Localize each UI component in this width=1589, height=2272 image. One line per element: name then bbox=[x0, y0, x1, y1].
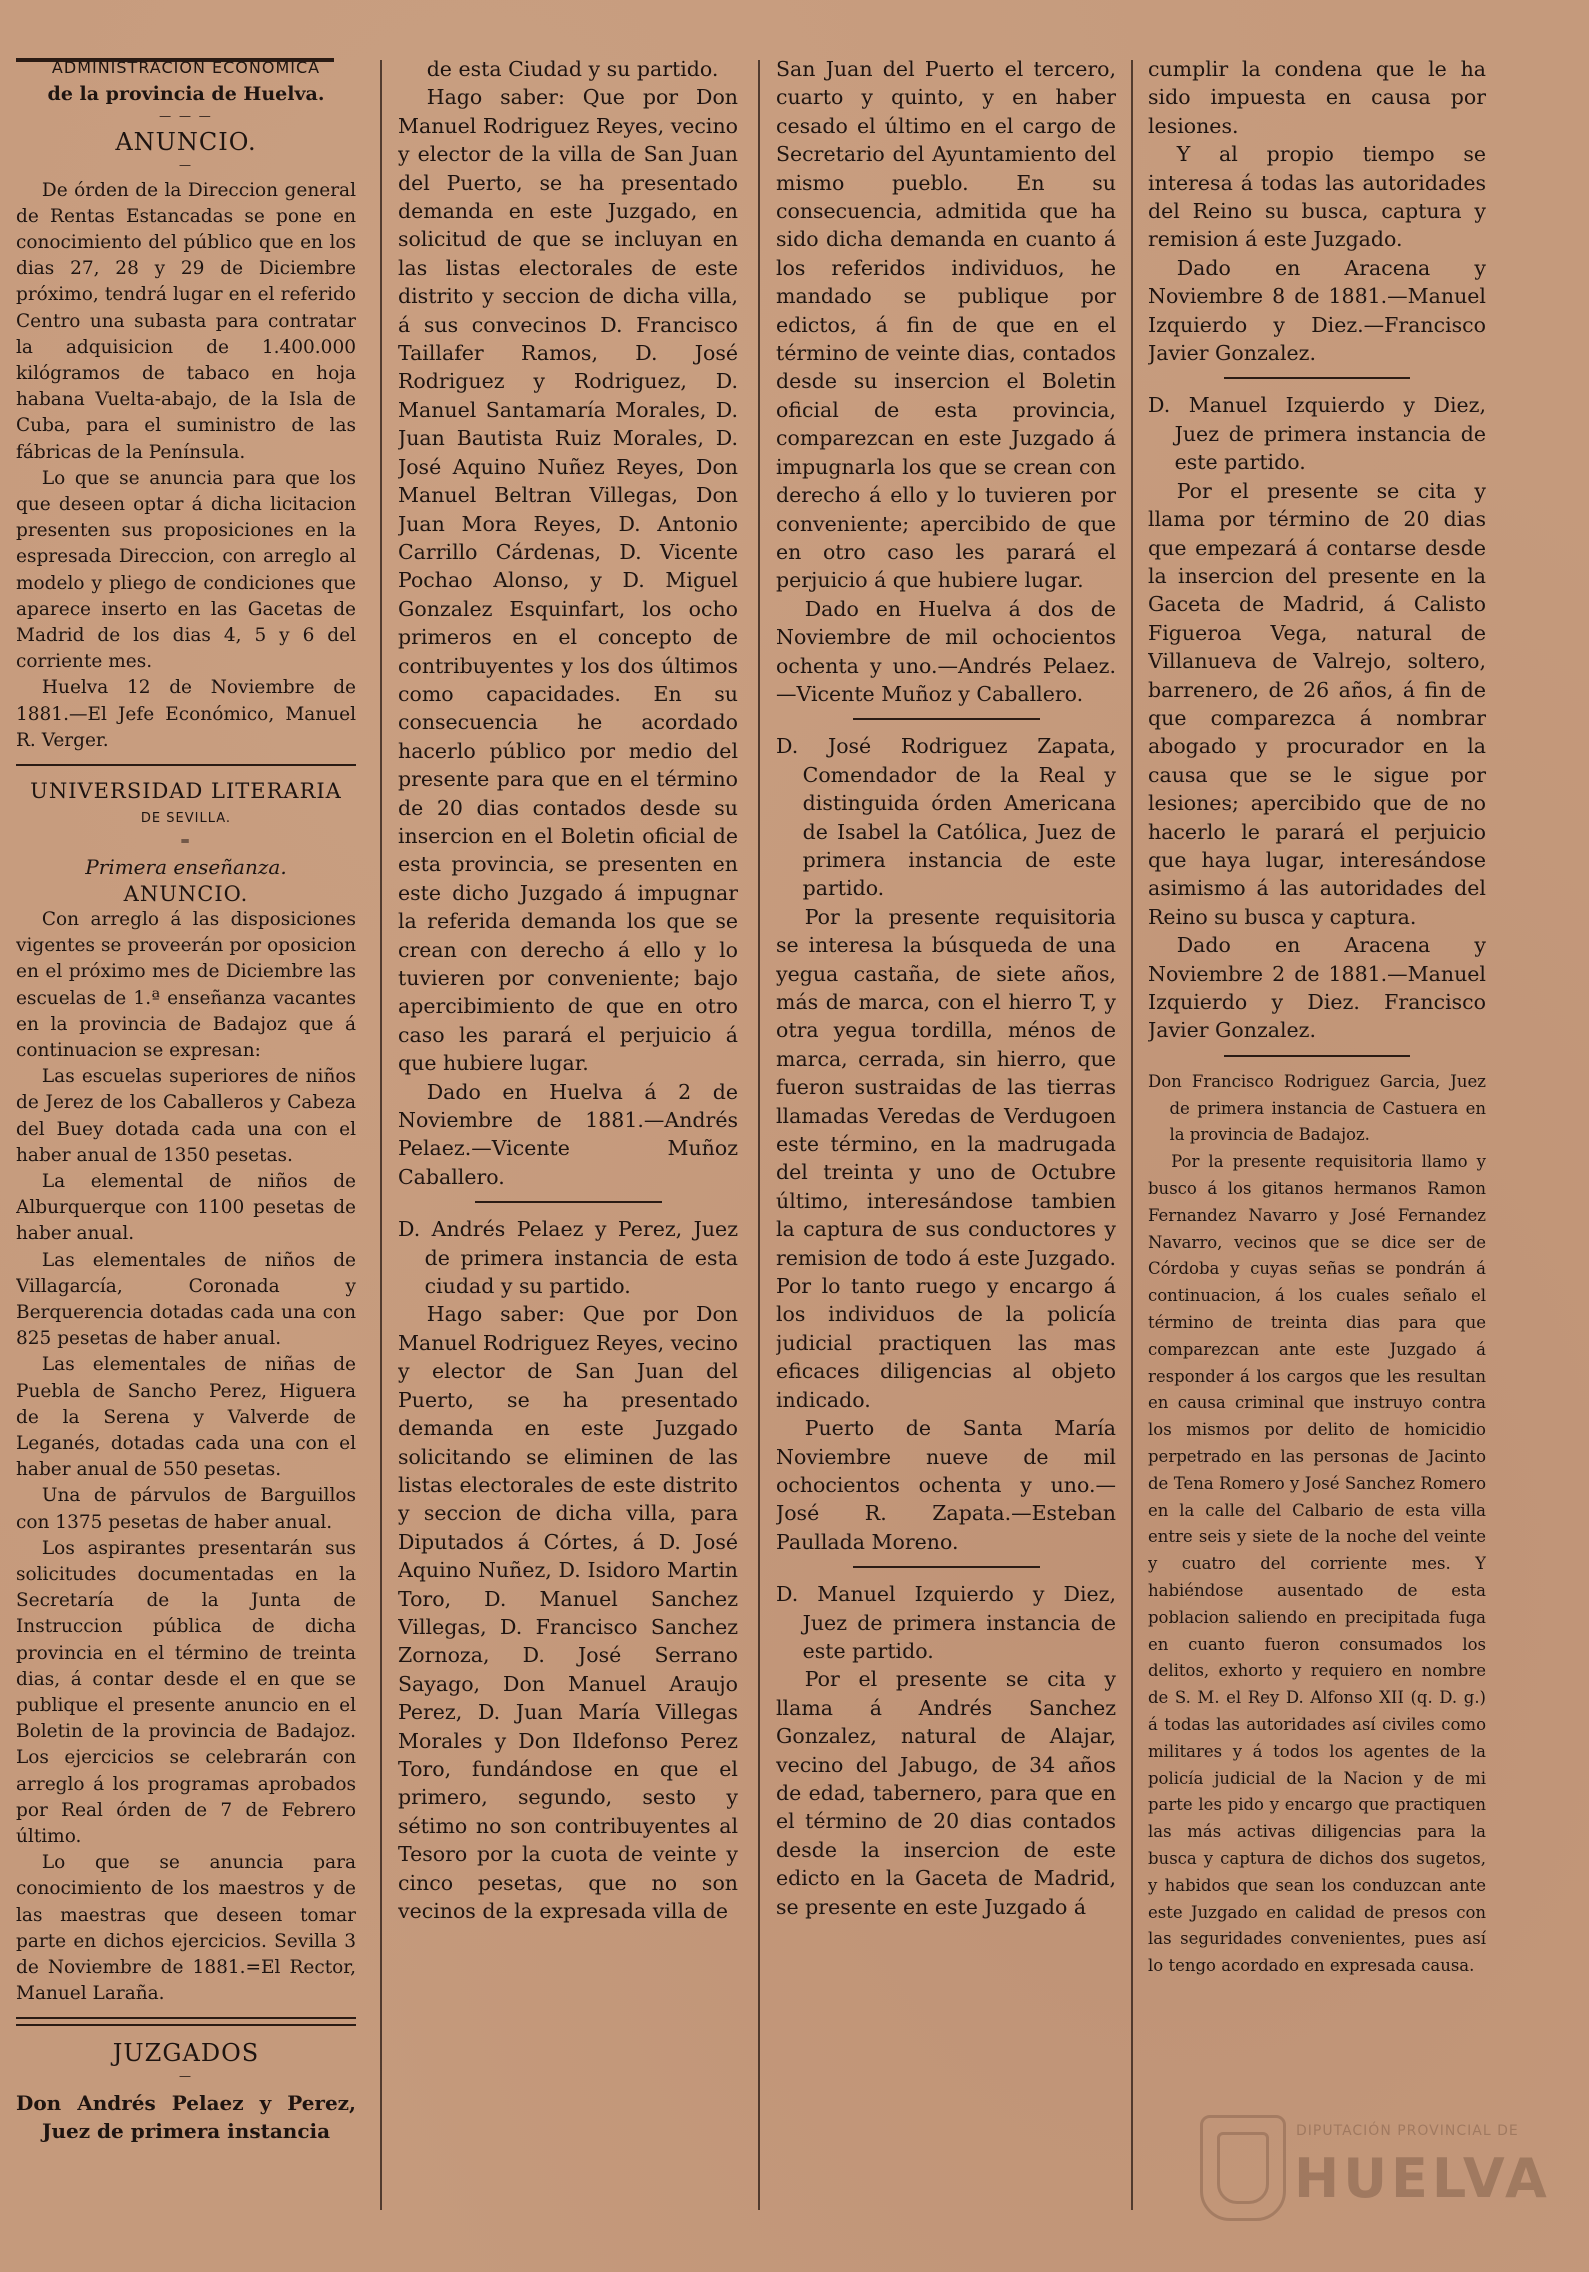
paragraph: Lo que se anuncia para conocimiento de los maestros y de las maestras que deseen tomar parte en dichos ejercicios. Sevilla 3 de Noviembre de 1881.=El Rector, Manuel Laraña. bbox=[16, 1852, 356, 2005]
section-rule bbox=[853, 718, 1040, 720]
seal-icon bbox=[1200, 2115, 1286, 2221]
column-2 bbox=[398, 55, 738, 2215]
archive-watermark bbox=[1200, 2115, 1551, 2235]
paragraph: Huelva 12 de Noviembre de 1881.—El Jefe Económico, Manuel R. Verger. bbox=[16, 677, 356, 751]
paragraph: Dado en Huelva á dos de Noviembre de mil ochocientos ochenta y uno.—Andrés Pelaez.—Vicente Muñoz y Caballero. bbox=[776, 596, 1116, 706]
column-rule-2 bbox=[758, 60, 760, 2210]
paragraph: Y al propio tiempo se interesa á todas las autoridades del Reino su busca, captura y remision á este Juzgado. bbox=[1148, 142, 1486, 252]
paragraph: Dado en Aracena y Noviembre 2 de 1881.—Manuel Izquierdo y Diez. Francisco Javier Gonzalez. bbox=[1148, 933, 1486, 1043]
paragraph: Hago saber: Que por Don Manuel Rodriguez Reyes, vecino y elector de San Juan del Puerto, se ha presentado demanda en este Juzgado solicitando se eliminen de las listas electorales de este distrito y seccion de dicha villa, para Diputados á Córtes, á D. José Aquino Nuñez, D. Isidoro Martin Toro, D. Manuel Sanchez Villegas, D. Francisco Sanchez Zornoza, D. José Serrano Sayago, Don Manuel Araujo Perez, D. Juan María Villegas Morales y Don Ildefonso Perez Toro, fundándose en que el primero, segundo, sesto y sétimo no son contribuyentes al Tesoro por la cuota de veinte y cinco pesetas, que no son vecinos de la expresada villa de bbox=[398, 1302, 738, 1923]
section-subheading: de la provincia de Huelva. bbox=[47, 83, 325, 106]
paragraph: Los aspirantes presentarán sus solicitudes documentadas en la Secretaría de la Junta de Instruccion pública de dicha provincia en el término de treinta dias, á contar desde el en que se publique el presente anuncio en el Boletin de la provincia de Badajoz. Los ejercicios se celebrarán con arreglo á los programas aprobados por Real órden de 7 de Febrero último. bbox=[16, 1537, 356, 1847]
notice-heading: Don Francisco Rodriguez Garcia, Juez de primera instancia de Castuera en la provincia de Badajoz. bbox=[1148, 1071, 1486, 1145]
section-subtitle: Primera enseñanza. bbox=[85, 855, 287, 880]
divider: ═ bbox=[181, 834, 191, 849]
divider: — — — bbox=[159, 109, 213, 124]
section-rule bbox=[16, 2017, 356, 2026]
paragraph: Por la presente requisitoria llamo y busco á los gitanos hermanos Ramon Fernandez Navarro y José Fernandez Navarro, vecinos que se dice ser de Córdoba y cuyas señas se pondrán á continuacion, á los cuales señalo el término de treinta dias para que comparezcan ante este Juzgado á responder á los cargos que les resultan en causa criminal que instruyo contra los mismos por delito de homicidio perpetrado en las personas de Jacinto de Tena Romero y José Sanchez Romero en la calle del Calbario de esta villa entre seis y siete de la noche del veinte y cuatro del corriente mes. Y habiéndose ausentado de esta poblacion saliendo en precipitada fuga en cuanto fueron consumados los delitos, exhorto y requiero en nombre de S. M. el Rey D. Alfonso XII (q. D. g.) á todas las autoridades así civiles como militares y á todos los agentes de la policía judicial de la Nacion y de mi parte les pido y encargo que practiquen las más activas diligencias para la busca y captura de dichos dos sugetos, y habidos que sean los conduzcan ante este Juzgado en calidad de presos con las seguridades convenientes, pues así lo tengo acordado en expresada causa. bbox=[1148, 1152, 1486, 1976]
paragraph: cumplir la condena que le ha sido impuesta en causa por lesiones. bbox=[1148, 57, 1486, 138]
column-4 bbox=[1148, 55, 1486, 2215]
notice-title: ANUNCIO. bbox=[123, 881, 249, 906]
watermark-line-1: DIPUTACIÓN PROVINCIAL DE bbox=[1296, 2123, 1519, 2139]
notice-heading: D. José Rodriguez Zapata, Comendador de la Real y distinguida órden Americana de Isabel la Católica, Juez de primera instancia de este partido. bbox=[776, 734, 1116, 901]
paragraph: Las escuelas superiores de niños de Jerez de los Caballeros y Cabeza del Buey dotada cada una con el haber anual de 1350 pesetas. bbox=[16, 1066, 356, 1166]
section-rule bbox=[1224, 1055, 1410, 1057]
paragraph: Las elementales de niñas de Puebla de Sancho Perez, Higuera de la Serena y Valverde de Leganés, dotadas cada una con el haber anual de 550 pesetas. bbox=[16, 1354, 356, 1481]
paragraph: Por el presente se cita y llama á Andrés Sanchez Gonzalez, natural de Alajar, vecino del Jabugo, de 34 años de edad, tabernero, para que en el término de 20 dias contados desde la insercion de este edicto en la Gaceta de Madrid, se presente en este Juzgado á bbox=[776, 1667, 1116, 1919]
paragraph: San Juan del Puerto el tercero, cuarto y quinto, y en haber cesado el último en el cargo de Secretario del Ayuntamiento del mismo pueblo. En su consecuencia, admitida que ha sido dicha demanda en cuanto á los referidos individuos, he mandado se publique por edictos, á fin de que en el término de veinte dias, contados desde su insercion el Boletin oficial de esta provincia, comparezcan en este Juzgado á impugnarla los que se crean con derecho á ello y lo tuvieren por conveniente; apercibido de que en otro caso les parará el perjuicio á que hubiere lugar. bbox=[776, 57, 1116, 593]
divider: — bbox=[179, 2068, 193, 2083]
paragraph: La elemental de niños de Alburquerque con 1100 pesetas de haber anual. bbox=[16, 1170, 356, 1245]
paragraph: Dado en Aracena y Noviembre 8 de 1881.—Manuel Izquierdo y Diez.—Francisco Javier Gonzalez. bbox=[1148, 255, 1486, 366]
watermark-line-2: HUELVA bbox=[1294, 2147, 1551, 2210]
column-3 bbox=[776, 55, 1116, 2215]
paragraph: De órden de la Direccion general de Rentas Estancadas se pone en conocimiento del público que en los dias 27, 28 y 29 de Diciembre próximo, tendrá lugar en el referido Centro una subasta para contratar la adquisicion de 1.400.000 kilógramos de tabaco en hoja habana Vuelta-abajo, de la Isla de Cuba, para el suministro de las fábricas de la Península. bbox=[16, 179, 356, 463]
notice-heading: D. Manuel Izquierdo y Diez, Juez de primera instancia de este partido. bbox=[1148, 393, 1486, 475]
paragraph: Don Andrés Pelaez y Perez, Juez de primera instancia bbox=[16, 2090, 356, 2143]
column-1 bbox=[16, 55, 356, 2215]
paragraph: Las elementales de niños de Villagarcía, Coronada y Berquerencia dotadas cada una con 825 pesetas de haber anual. bbox=[16, 1249, 356, 1350]
column-rule-3 bbox=[1131, 60, 1133, 2210]
section-rule bbox=[475, 1201, 662, 1203]
section-heading: UNIVERSIDAD LITERARIA bbox=[30, 779, 342, 804]
paragraph: Lo que se anuncia para que los que deseen optar á dicha licitacion presenten sus proposiciones en la espresada Direccion, con arreglo al modelo y pliego de condiciones que aparece inserto en las Gacetas de Madrid de los dias 4, 5 y 6 del corriente mes. bbox=[16, 467, 356, 673]
paragraph: Hago saber: Que por Don Manuel Rodriguez Reyes, vecino y elector de la villa de San Juan del Puerto, se ha presentado demanda en este Juzgado, en solicitud de que se incluyan en las listas electorales de este distrito y seccion de dicha villa, á sus convecinos D. Francisco Taillafer Ramos, D. José Rodriguez y Rodriguez, D. Manuel Santamaría Morales, D. Juan Bautista Ruiz Morales, D. José Aquino Nuñez Reyes, Don Manuel Beltran Villegas, Don Juan Mora Reyes, D. Antonio Carrillo Cárdenas, D. Vicente Pochao Alonso, y D. Miguel Gonzalez Esquinfart, los ocho primeros en el concepto de contribuyentes y los dos últimos como capacidades. En su consecuencia he acordado hacerlo público por medio del presente para que en el término de 20 dias contados desde su insercion en el Boletin oficial de esta provincia, se presenten en este dicho Juzgado á impugnar la referida demanda los que se crean con derecho á ello y lo tuvieren por conveniente; bajo apercibimiento de que en otro caso les parará el perjuicio á que hubiere lugar. bbox=[398, 85, 738, 1076]
section-rule bbox=[853, 1566, 1040, 1568]
paragraph: Por el presente se cita y llama por término de 20 dias que empezará á contarse desde la insercion del presente en la Gaceta de Madrid, á Calisto Figueroa Vega, natural de Villanueva de Valrejo, soltero, barrenero, de 26 años, á fin de que comparezca á nombrar abogado y procurador en la causa que se le sigue por lesiones; apercibido que de no hacerlo le parará el perjuicio que haya lugar, interesándose asimismo á las autoridades del Reino su busca y captura. bbox=[1148, 478, 1486, 929]
divider: — bbox=[179, 157, 193, 172]
notice-title: ANUNCIO. bbox=[115, 128, 257, 157]
section-heading: ADMINISTRACION ECONOMICA bbox=[51, 58, 321, 77]
paragraph: Con arreglo á las disposiciones vigentes se proveerán por oposicion en el próximo mes de Diciembre las escuelas de 1.ª enseñanza vacantes en la provincia de Badajoz que á continuacion se expresan: bbox=[16, 908, 356, 1061]
paragraph: Puerto de Santa María Noviembre nueve de mil ochocientos ochenta y uno.—José R. Zapata.—Esteban Paullada Moreno. bbox=[776, 1416, 1116, 1554]
paragraph: de esta Ciudad y su partido. bbox=[426, 57, 719, 81]
paragraph: Una de párvulos de Barguillos con 1375 pesetas de haber anual. bbox=[16, 1485, 356, 1533]
column-rule-1 bbox=[380, 60, 382, 2210]
paragraph: Dado en Huelva á 2 de Noviembre de 1881.—Andrés Pelaez.—Vicente Muñoz Caballero. bbox=[398, 1079, 738, 1189]
notice-heading: D. Andrés Pelaez y Perez, Juez de primera instancia de esta ciudad y su partido. bbox=[398, 1217, 738, 1299]
section-rule bbox=[16, 764, 356, 766]
paragraph: Por la presente requisitoria se interesa la búsqueda de una yegua castaña, de siete años, más de marca, con el hierro T, y otra yegua tordilla, ménos de marca, cerrada, sin hierro, que fueron sustraidas de las tierras llamadas Veredas de Verdugoen este término, en la madrugada del treinta y uno de Octubre último, interesándose tambien la captura de sus conductores y remision de todo á este Juzgado. Por lo tanto ruego y encargo á los individuos de la policía judicial practiquen las mas eficaces diligencias al objeto indicado. bbox=[776, 904, 1116, 1412]
section-rule bbox=[1224, 377, 1410, 379]
section-subheading: DE SEVILLA. bbox=[140, 811, 232, 827]
notice-heading: D. Manuel Izquierdo y Diez, Juez de primera instancia de este partido. bbox=[776, 1582, 1116, 1663]
section-heading: JUZGADOS bbox=[112, 2039, 260, 2068]
